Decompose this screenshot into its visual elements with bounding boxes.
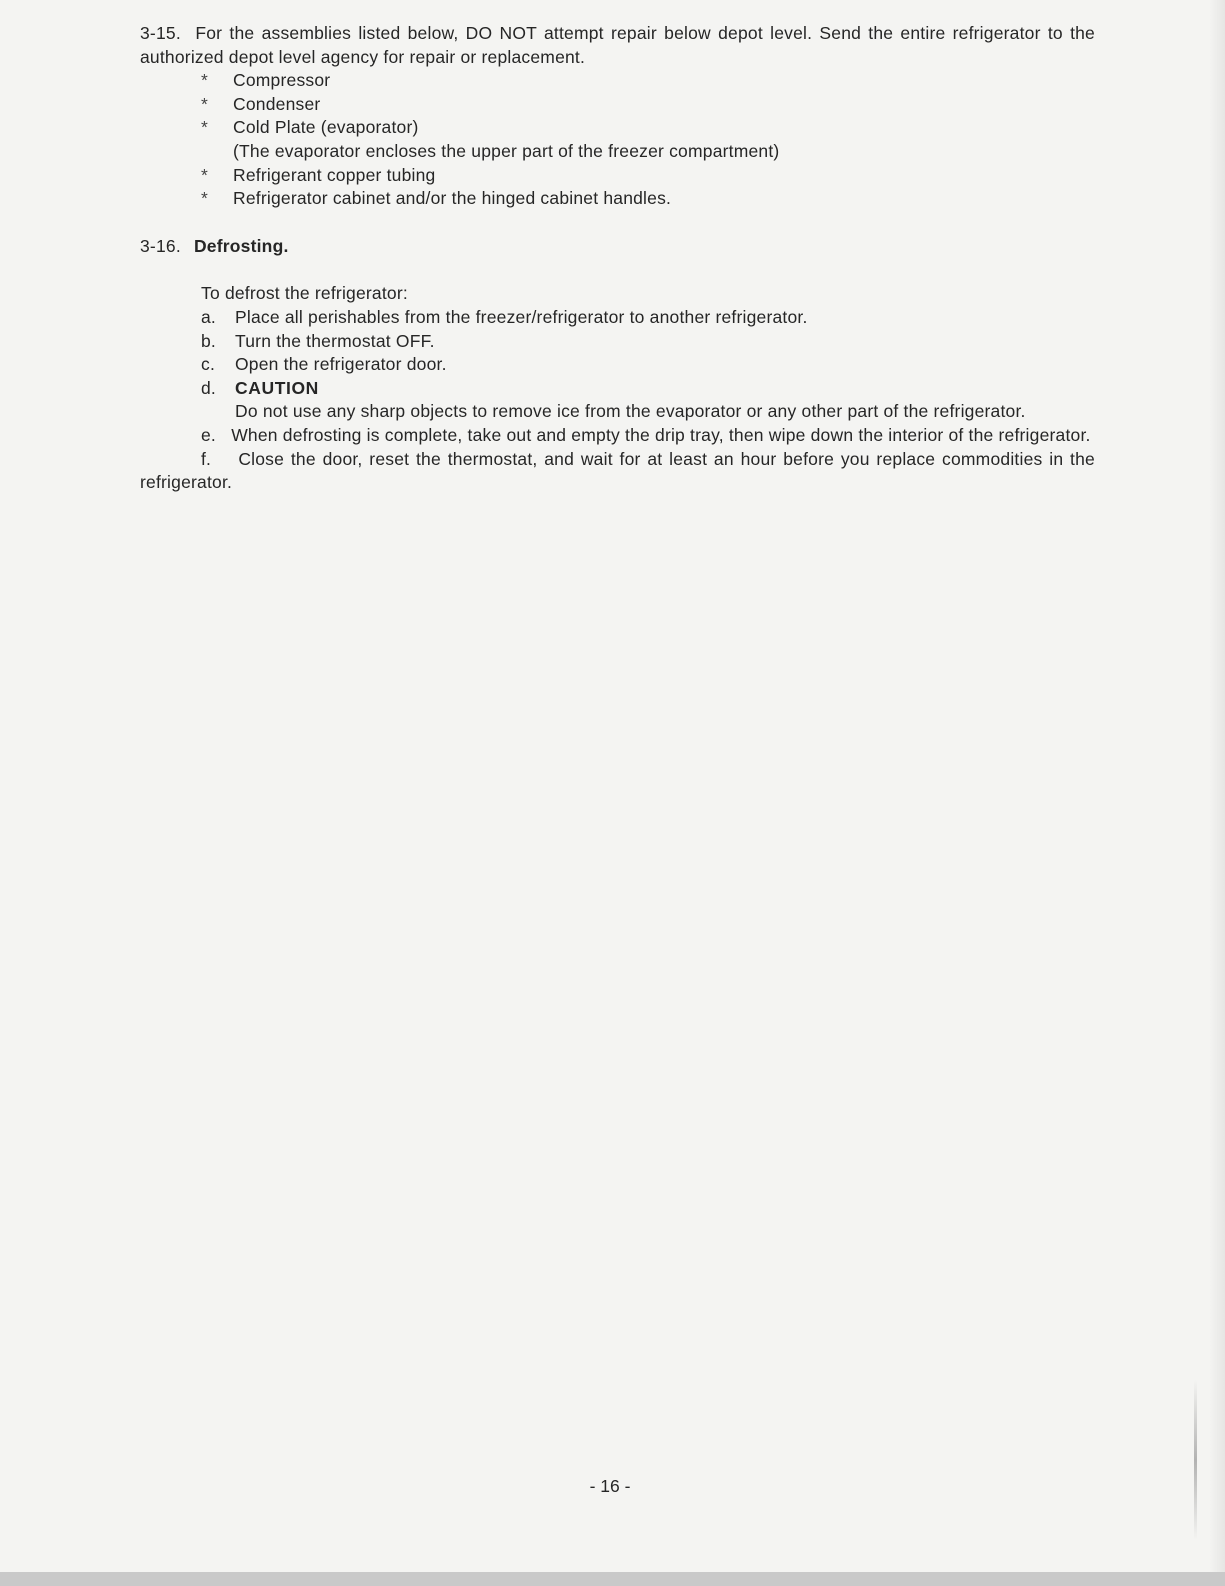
step-c xyxy=(140,353,1095,377)
page-number: - 16 - xyxy=(589,1476,631,1496)
list-item-text: Cold Plate (evaporator) xyxy=(233,117,419,138)
section-3-16 xyxy=(140,235,1095,495)
step-letter: b. xyxy=(201,330,216,351)
step-b xyxy=(140,330,1095,354)
section-3-16-title: Defrosting. xyxy=(193,235,289,256)
bullet-symbol: * xyxy=(201,188,209,209)
scan-border xyxy=(0,1572,1225,1586)
step-e xyxy=(140,424,1095,448)
bullet-symbol: * xyxy=(201,93,209,114)
evaporator-note: (The evaporator encloses the upper part of the freezer compartment) xyxy=(233,140,780,161)
list-item-text: Compressor xyxy=(233,70,331,91)
scan-edge xyxy=(1209,0,1225,1586)
section-3-15-paragraph xyxy=(140,22,1095,69)
step-text: When defrosting is complete, take out and empty the drip tray, then wipe down the interior of the refrigerator. xyxy=(231,424,1091,445)
list-item xyxy=(140,69,1095,93)
list-item xyxy=(140,164,1095,188)
page-body xyxy=(140,22,1095,495)
assembly-list xyxy=(140,69,1095,211)
bullet-symbol: * xyxy=(201,70,209,91)
step-letter: d. xyxy=(201,377,216,398)
step-text: Turn the thermostat OFF. xyxy=(235,330,435,351)
list-item xyxy=(140,116,1095,140)
list-item xyxy=(140,187,1095,211)
section-3-15-text: For the assemblies listed below, DO NOT attempt repair below depot level. Send the entire refrigerator to the authorized depot level agency for repair or replacement. xyxy=(140,23,1095,67)
step-letter: e. xyxy=(201,424,216,445)
list-item xyxy=(140,93,1095,117)
list-item-text: Condenser xyxy=(233,93,321,114)
step-a xyxy=(140,306,1095,330)
step-text: Place all perishables from the freezer/refrigerator to another refrigerator. xyxy=(235,306,808,327)
step-letter: c. xyxy=(201,354,216,375)
step-letter: a. xyxy=(201,306,216,327)
list-item-text: Refrigerant copper tubing xyxy=(233,164,436,185)
bullet-symbol: * xyxy=(201,164,209,185)
step-d xyxy=(140,377,1095,401)
step-text: Open the refrigerator door. xyxy=(235,354,447,375)
list-item-text: Refrigerator cabinet and/or the hinged cabinet handles. xyxy=(233,188,672,209)
step-f xyxy=(140,448,1095,495)
section-3-15-number: 3-15. xyxy=(140,23,181,43)
section-3-16-number: 3-16. xyxy=(140,235,181,256)
step-letter: f. xyxy=(201,448,212,469)
section-3-16-heading xyxy=(140,235,1095,259)
caution-text: Do not use any sharp objects to remove ice from the evaporator or any other part of the refrigerator. xyxy=(235,401,1026,422)
scan-streak xyxy=(1194,1380,1197,1540)
step-text: Close the door, reset the thermostat, and wait for at least an hour before you replace commodities in the refrigerator. xyxy=(140,448,1095,493)
defrost-intro: To defrost the refrigerator: xyxy=(201,283,408,304)
section-3-15 xyxy=(140,22,1095,211)
bullet-symbol: * xyxy=(201,117,209,138)
caution-label: CAUTION xyxy=(235,377,319,398)
